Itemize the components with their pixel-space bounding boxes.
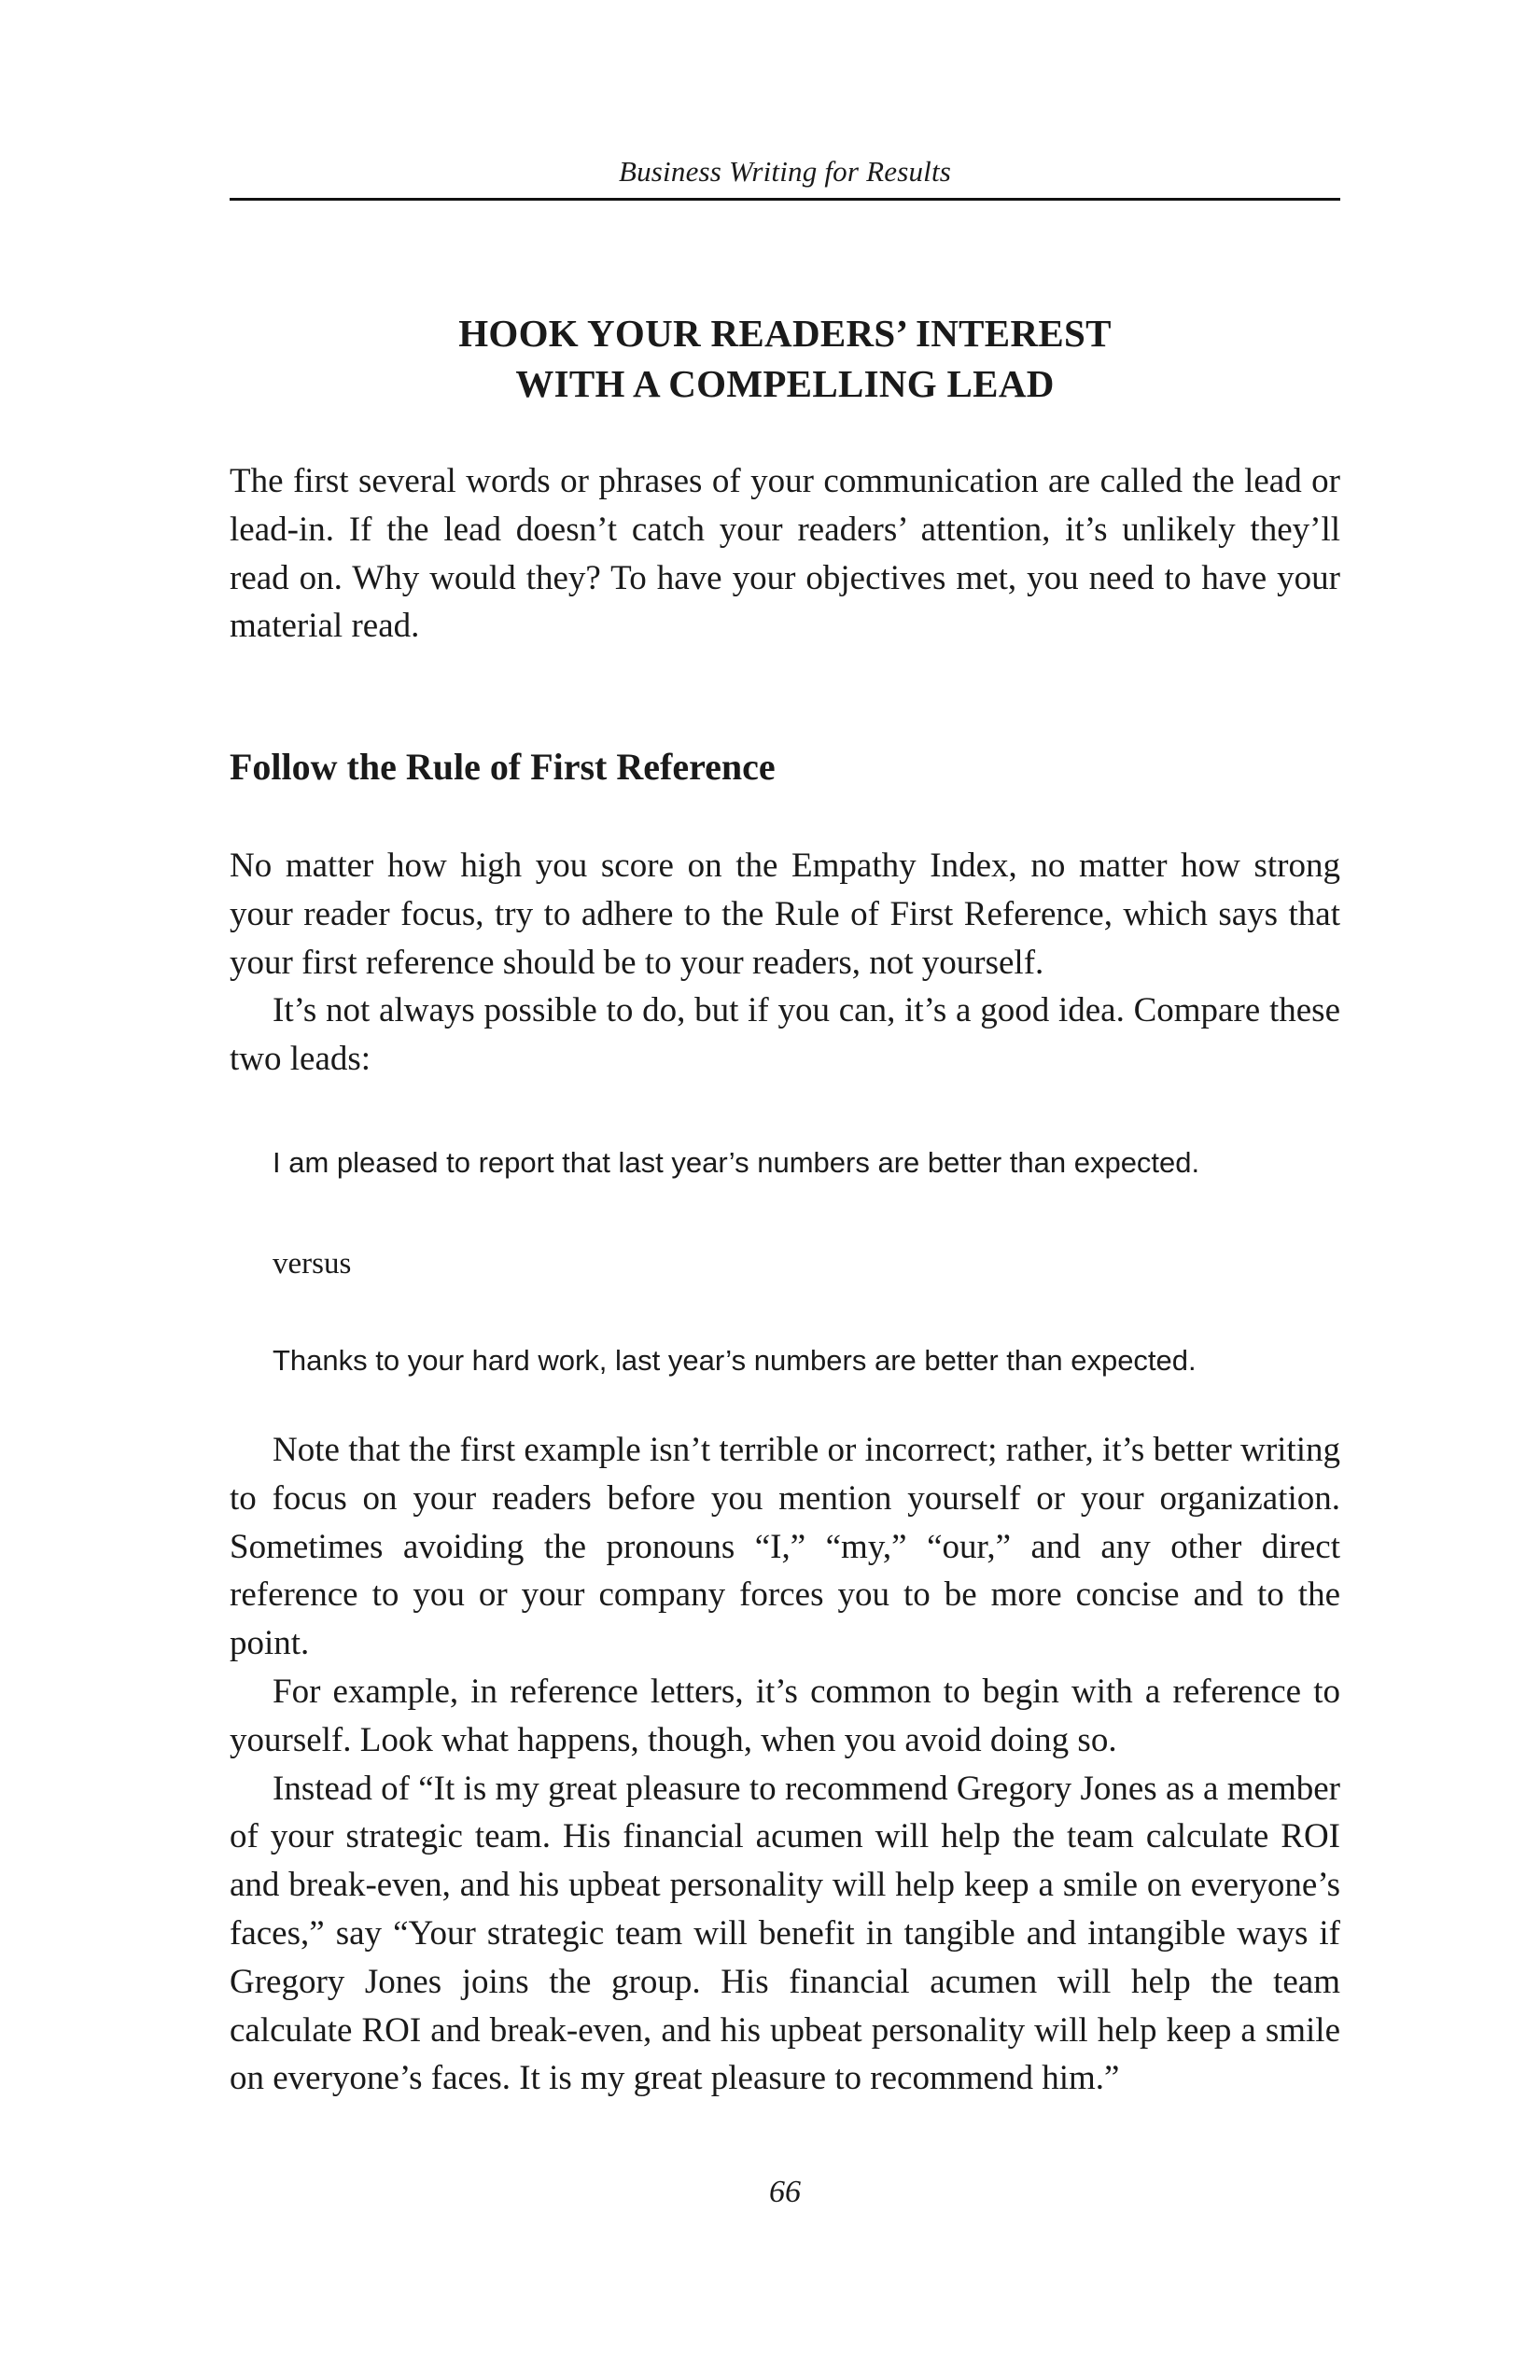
rule-paragraphs <box>230 842 1340 1084</box>
example-lead-2: Thanks to your hard work, last year’s numbers are better than expected. <box>273 1344 1197 1377</box>
section-title-line-1: HOOK YOUR READERS’ INTEREST <box>458 312 1112 355</box>
running-header: Business Writing for Results <box>618 155 952 188</box>
rule-paragraph-2: It’s not always possible to do, but if you can, it’s a good idea. Compare these two leads: <box>230 991 1340 1079</box>
book-page <box>230 0 1340 2380</box>
rule-paragraph-1: No matter how high you score on the Empathy Index, no matter how strong your reader focus, try to adhere to the Rule of First Reference, which says that your first reference should be to your readers, not yourself. <box>230 847 1340 982</box>
section-title-line-2: WITH A COMPELLING LEAD <box>515 362 1055 405</box>
note-paragraph-2: For example, in reference letters, it’s common to begin with a reference to yourself. Look what happens, though, when you avoid doing so. <box>230 1672 1340 1759</box>
note-paragraphs <box>230 1426 1340 2103</box>
note-paragraph-1: Note that the first example isn’t terrible or incorrect; rather, it’s better writing to focus on your readers before you mention yourself or your organization. Sometimes avoiding the pronouns “I,” “my,” “our,” and any other direct reference to you or your company forces you to be more concise and to the point. <box>230 1431 1340 1663</box>
example-lead-1: I am pleased to report that last year’s numbers are better than expected. <box>273 1146 1200 1179</box>
note-paragraph-3: Instead of “It is my great pleasure to recommend Gregory Jones as a member of your strategic team. His financial acumen will help the team calculate ROI and break-even, and his upbeat personality will help keep a smile on everyone’s faces,” say “Your strategic team will benefit in tangible and intangible ways if Gregory Jones joins the group. His financial acumen will help the team calculate ROI and break-even, and his upbeat personality will help keep a smile on everyone’s faces. It is my great pleasure to recommend him.” <box>230 1769 1340 2098</box>
page-number: 66 <box>769 2175 801 2209</box>
intro-paragraph: The first several words or phrases of your communication are called the lead or lead-in. If the lead doesn’t catch your readers’ attention, it’s unlikely they’ll read on. Why would they? To have your objectives met, you need to have your material read. <box>230 462 1340 646</box>
subsection-heading: Follow the Rule of First Reference <box>230 746 776 788</box>
section-title <box>230 308 1340 409</box>
versus-label: versus <box>273 1247 352 1281</box>
header-rule <box>230 198 1340 201</box>
